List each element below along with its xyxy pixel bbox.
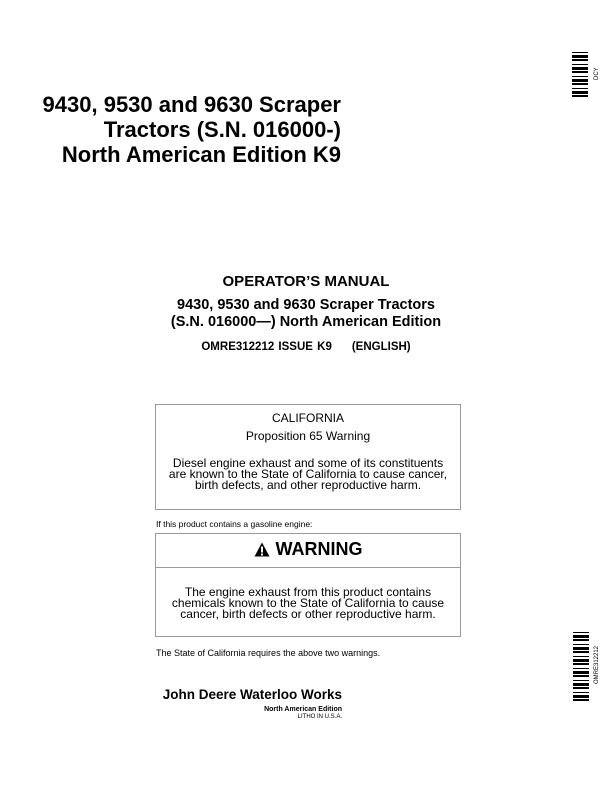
warning-triangle-icon: [254, 542, 270, 557]
language-label: (ENGLISH): [351, 341, 411, 353]
warning-header: [156, 534, 460, 568]
barcode-bar: [573, 668, 589, 669]
barcode-bar: [572, 64, 588, 65]
main-title: [0, 92, 341, 167]
gasoline-note: If this product contains a gasoline engine:: [156, 519, 313, 529]
barcode-bar: [572, 71, 588, 73]
california-warning-box: [155, 404, 461, 510]
barcode-bottom-bars: [573, 632, 589, 704]
barcode-bar: [573, 675, 589, 677]
edition-label: North American Edition: [264, 706, 342, 713]
barcode-bar: [572, 55, 588, 58]
main-title-line-2: Tractors (S.N. 016000-): [103, 117, 341, 142]
barcode-bottom-label: OMRE312212: [594, 645, 600, 684]
barcode-bar: [573, 695, 589, 698]
barcode-bar: [572, 91, 588, 94]
barcode-bar: [573, 651, 589, 653]
proposition-65-subtitle: Proposition 65 Warning: [245, 429, 371, 443]
barcode-top: [572, 52, 588, 105]
manual-subtitle-line-2: (S.N. 016000—) North American Edition: [170, 314, 442, 330]
barcode-bar: [573, 644, 589, 645]
barcode-bar: [572, 83, 588, 85]
california-text-line-2: are known to the State of California to cause cancer,: [168, 467, 448, 481]
main-title-line-1: 9430, 9530 and 9630 Scraper: [42, 92, 341, 117]
barcode-bar: [573, 699, 589, 701]
barcode-bar: [572, 95, 588, 97]
barcode-bar: [572, 88, 588, 89]
gasoline-warning-box: [155, 533, 461, 637]
barcode-bar: [573, 692, 589, 693]
manual-subtitle: [150, 297, 462, 331]
barcode-bar: [572, 76, 588, 77]
state-requirement-note: The State of California requires the above two warnings.: [156, 648, 381, 658]
order-number: OMRE312212 ISSUE K9: [201, 341, 332, 353]
barcode-bar: [573, 683, 589, 686]
california-text-line-3: birth defects, and other reproductive harm.: [194, 478, 422, 492]
warning-header-label: WARNING: [275, 539, 363, 559]
main-title-line-3: North American Edition K9: [61, 142, 341, 167]
barcode-bar: [573, 663, 589, 665]
barcode-bar: [572, 59, 588, 61]
company-block: [120, 687, 342, 720]
order-line: [150, 341, 462, 353]
barcode-bar: [573, 671, 589, 674]
barcode-bar: [572, 52, 588, 53]
warning-text-line-3: cancer, birth defects or other reproductive harm.: [180, 607, 436, 621]
manual-heading: OPERATOR’S MANUAL: [222, 273, 390, 290]
warning-text-line-2: chemicals known to the State of California to cause: [171, 596, 445, 610]
litho-label: LITHO IN U.S.A.: [297, 714, 342, 720]
warning-text-line-1: The engine exhaust from this product contains: [184, 585, 432, 599]
warning-text: [156, 587, 460, 620]
barcode-top-bars: [572, 52, 588, 100]
barcode-top-label: DCY: [594, 67, 600, 80]
barcode-bar: [573, 639, 589, 641]
barcode-bar: [573, 680, 589, 681]
california-title: CALIFORNIA: [271, 411, 344, 425]
california-warning-text: [156, 458, 460, 491]
barcode-bar: [572, 67, 588, 70]
barcode-bar: [573, 632, 589, 633]
barcode-bar: [572, 79, 588, 82]
barcode-bar: [573, 659, 589, 662]
company-name: John Deere Waterloo Works: [162, 687, 342, 702]
manual-subtitle-line-1: 9430, 9530 and 9630 Scraper Tractors: [177, 297, 435, 313]
barcode-bar: [573, 687, 589, 689]
barcode-bottom: [573, 632, 589, 709]
california-text-line-1: Diesel engine exhaust and some of its constituents: [172, 456, 444, 470]
barcode-bar: [573, 635, 589, 638]
barcode-bar: [573, 647, 589, 650]
barcode-bar: [573, 656, 589, 657]
